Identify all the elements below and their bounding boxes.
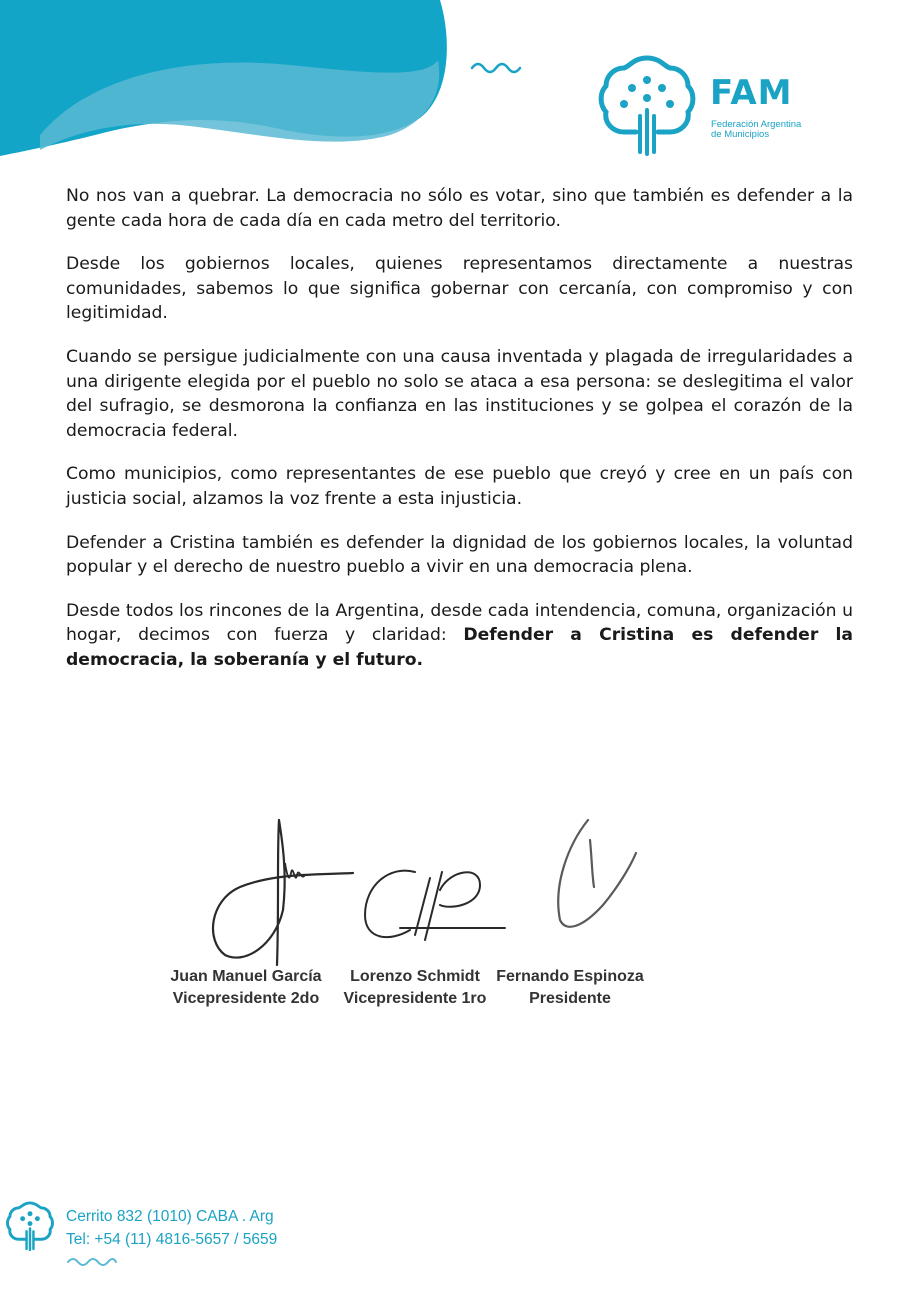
paragraph-5: Defender a Cristina también es defender la dignidad de los gobiernos locales, la voluntad popular y el derecho de nuestro pueblo a vivir en una democracia plena. (66, 532, 853, 578)
signatory-3-name: Fernando Espinoza (496, 968, 644, 985)
footer-phone: Tel: +54 (11) 4816-5657 / 5659 (66, 1231, 278, 1248)
paragraph-6-text: Desde todos los rincones de la Argentina, desde cada intendencia, comuna, organización u hogar, decimos con fuerza y claridad: (66, 600, 853, 646)
signatory-1-name: Juan Manuel García (170, 968, 322, 985)
footer-contact (66, 1205, 277, 1251)
paragraph-1: No nos van a quebrar. La democracia no sólo es votar, sino que también es defender a la gente cada hora de cada día en cada metro del territorio. (66, 186, 853, 231)
footer-wave-icon (66, 1254, 118, 1266)
signatory-1-role: Vicepresidente 2do (172, 990, 320, 1007)
closing-statement: Defender a Cristina es defender la democracia, la soberanía y el futuro. (66, 625, 854, 670)
logo-subtitle-line1: Federación Argentina (711, 119, 802, 130)
signatory-3 (492, 966, 648, 1010)
paragraph-3: Cuando se persigue judicialmente con una causa inventada y plagada de irregularidades a una dirigente elegida por el pueblo no solo se ataca a esa persona: se deslegitima el valor del sufragio, se desmorona la confianza en las instituciones y se golpea el corazón de la democracia federal. (66, 346, 853, 441)
footer-tree-logo-icon (4, 1198, 56, 1254)
signatory-3-role: Presidente (529, 990, 611, 1007)
paragraph-2: Desde los gobiernos locales, quienes representamos directamente a nuestras comunidades, sabemos lo que significa gobernar con cercanía, con compromiso y con legitimidad. (66, 254, 853, 324)
signature-lorenzo-schmidt (360, 860, 510, 950)
logo-title: FAM (710, 73, 793, 113)
letter-body (66, 184, 853, 692)
paragraph-4: Como municipios, como representantes de ese pueblo que creyó y cree en un país con justicia social, alzamos la voz frente a esta injusticia. (66, 464, 853, 509)
header-wave-shape (0, 0, 450, 170)
logo-subtitle (711, 120, 811, 140)
fam-logo (594, 52, 804, 162)
signature-juan-manuel-garcia (205, 815, 360, 975)
signatory-2 (336, 966, 494, 1010)
signature-fernando-espinoza (548, 815, 648, 935)
tree-logo-icon (594, 52, 700, 158)
footer-address: Cerrito 832 (1010) CABA . Arg (66, 1208, 274, 1225)
signatory-2-name: Lorenzo Schmidt (350, 968, 480, 985)
decorative-wave-icon (470, 58, 526, 74)
logo-subtitle-line2: de Municipios (711, 129, 770, 140)
paragraph-6 (66, 599, 853, 673)
signatory-1 (158, 966, 334, 1010)
signatory-2-role: Vicepresidente 1ro (343, 990, 487, 1007)
